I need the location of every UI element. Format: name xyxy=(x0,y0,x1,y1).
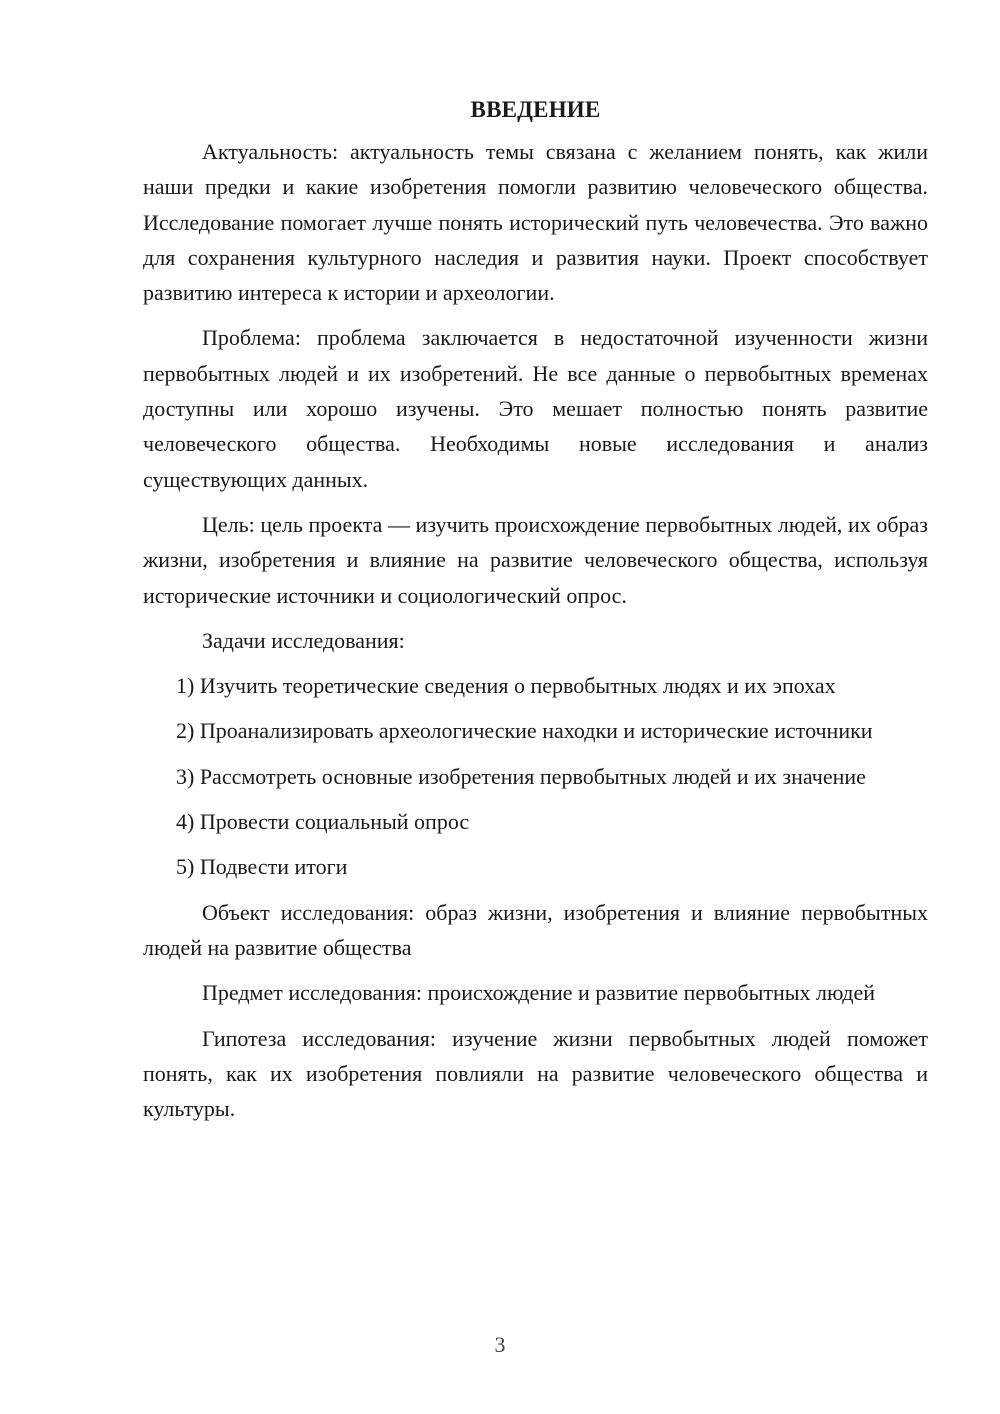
task-item-4: 4) Провести социальный опрос xyxy=(176,809,470,835)
page-number: 3 xyxy=(494,1332,506,1357)
object-paragraph: Объект исследования: образ жизни, изобретения и влияние первобытных людей на развитие общества xyxy=(143,899,928,960)
goal-paragraph: Цель: цель проекта — изучить происхождение первобытных людей, их образ жизни, изобретения и влияние на развитие человеческого общества, используя исторические источники и социологический опрос. xyxy=(143,511,928,608)
document-page xyxy=(143,92,928,1136)
hypothesis-paragraph: Гипотеза исследования: изучение жизни первобытных людей поможет понять, как их изобретения повлияли на развитие человеческого общества и культуры. xyxy=(143,1025,928,1122)
relevance-paragraph: Актуальность: актуальность темы связана с желанием понять, как жили наши предки и какие изобретения помогли развитию человеческого общества. Исследование помогает лучше понять исторический путь человечества. Это важно для сохранения культурного наследия и развития науки. Проект способствует развитию интереса к истории и археологии. xyxy=(143,139,928,306)
tasks-heading: Задачи исследования: xyxy=(202,627,405,653)
problem-paragraph: Проблема: проблема заключается в недостаточной изученности жизни первобытных людей и их изобретений. Не все данные о первобытных временах доступны или хорошо изучены. Это мешает полностью понять развитие человеческого общества. Необходимы новые исследования и анализ существующих данных. xyxy=(143,325,928,492)
page-title: ВВЕДЕНИЕ xyxy=(470,97,601,122)
subject-paragraph: Предмет исследования: происхождение и развитие первобытных людей xyxy=(202,980,876,1006)
task-item-5: 5) Подвести итоги xyxy=(176,854,348,880)
task-item-2: 2) Проанализировать археологические находки и исторические источники xyxy=(176,718,873,744)
task-item-3: 3) Рассмотреть основные изобретения первобытных людей и их значение xyxy=(176,763,866,789)
task-item-1: 1) Изучить теоретические сведения о первобытных людях и их эпохах xyxy=(176,673,836,699)
